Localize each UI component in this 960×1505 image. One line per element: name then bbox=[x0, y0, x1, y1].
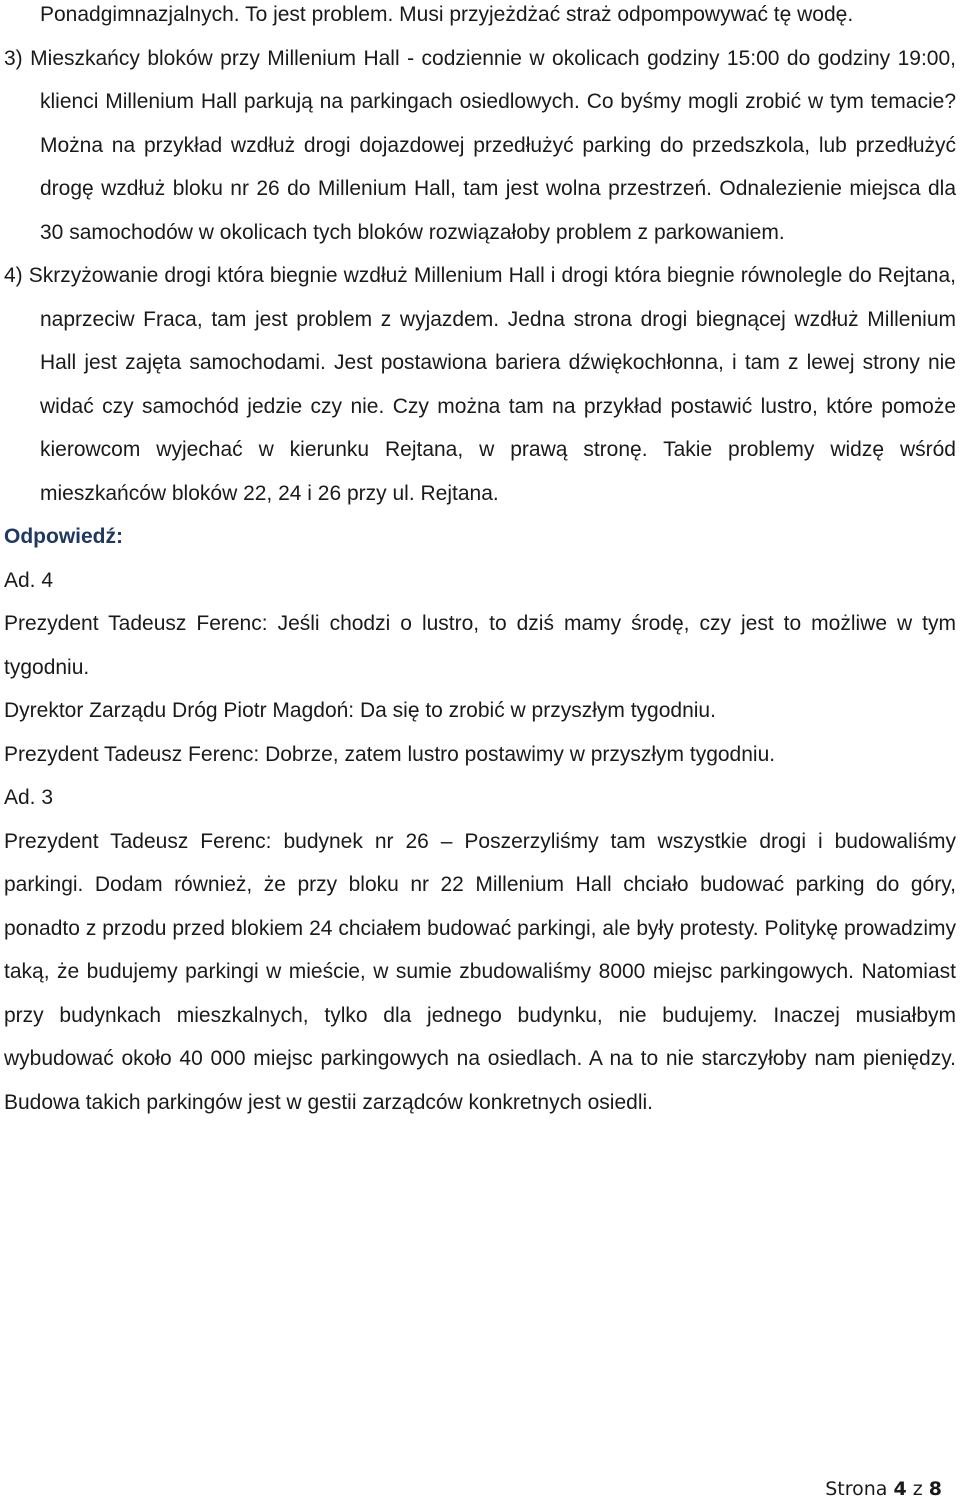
page-total: 8 bbox=[928, 1478, 942, 1500]
page-separator: z bbox=[912, 1478, 923, 1500]
list-item-3 bbox=[0, 37, 960, 255]
page-label: Strona bbox=[825, 1478, 888, 1500]
page-current: 4 bbox=[893, 1478, 907, 1500]
answer-heading: Odpowiedź: bbox=[4, 525, 123, 548]
ad4-paragraph: Prezydent Tadeusz Ferenc: Dobrze, zatem lustro postawimy w przyszłym tygodniu. bbox=[4, 742, 776, 766]
list-item-4 bbox=[0, 254, 960, 515]
ad3-paragraph: Prezydent Tadeusz Ferenc: budynek nr 26 – Poszerzyliśmy tam wszystkie drogi i budowaliśmy parkingi. Dodam również, że przy bloku nr 22 Millenium Hall chciało budować parking do góry, ponadto z przodu przed blokiem 24 chciałem budować parkingi, ale były protesty. Politykę prowadzimy taką, że budujemy parkingi w mieście, w sumie zbudowaliśmy 8000 miejsc parkingowych. Natomiast przy budynkach mieszkalnych, tylko dla jednego budynku, nie budujemy. Inaczej musiałbym wybudować około 40 000 miejsc parkingowych na osiedlach. A na to nie starczyłoby nam pieniędzy. Budowa takich parkingów jest w gestii zarządców konkretnych osiedli. bbox=[4, 829, 956, 1114]
page-number bbox=[825, 1478, 942, 1500]
list-number: 3) bbox=[4, 46, 23, 70]
paragraph-continuation: Ponadgimnazjalnych. To jest problem. Musi przyjeżdżać straż odpompowywać tę wodę. bbox=[40, 3, 854, 26]
list-item-text: Mieszkańcy bloków przy Millenium Hall - codziennie w okolicach godziny 15:00 do godziny 19:00, klienci Millenium Hall parkują na parkingach osiedlowych. Co byśmy mogli zrobić w tym temacie? Można na przykład wzdłuż drogi dojazdowej przedłużyć parking do przedszkola, lub przedłużyć drogę wzdłuż bloku nr 26 do Millenium Hall, tam jest wolna przestrzeń. Odnalezienie miejsca dla 30 samochodów w okolicach tych bloków rozwiązałoby problem z parkowaniem. bbox=[30, 46, 956, 244]
ad3-label: Ad. 3 bbox=[4, 786, 54, 809]
ad4-paragraph: Dyrektor Zarządu Dróg Piotr Magdoń: Da się to zrobić w przyszłym tygodniu. bbox=[4, 699, 716, 722]
list-item-text: Skrzyżowanie drogi która biegnie wzdłuż Millenium Hall i drogi która biegnie równolegle do Rejtana, naprzeciw Fraca, tam jest problem z wyjazdem. Jedna strona drogi biegnącej wzdłuż Millenium Hall jest zajęta samochodami. Jest postawiona bariera dźwiękochłonna, i tam z lewej strony nie widać czy samochód jedzie czy nie. Czy można tam na przykład postawić lustro, które pomoże kierowcom wyjechać w kierunku Rejtana, w prawą stronę. Takie problemy widzę wśród mieszkańców bloków 22, 24 i 26 przy ul. Rejtana. bbox=[28, 264, 956, 505]
ad4-paragraph: Prezydent Tadeusz Ferenc: Jeśli chodzi o lustro, to dziś mamy środę, czy jest to możliwe w tym tygodniu. bbox=[4, 612, 956, 679]
ad4-label: Ad. 4 bbox=[4, 568, 54, 592]
list-number: 4) bbox=[4, 264, 23, 287]
